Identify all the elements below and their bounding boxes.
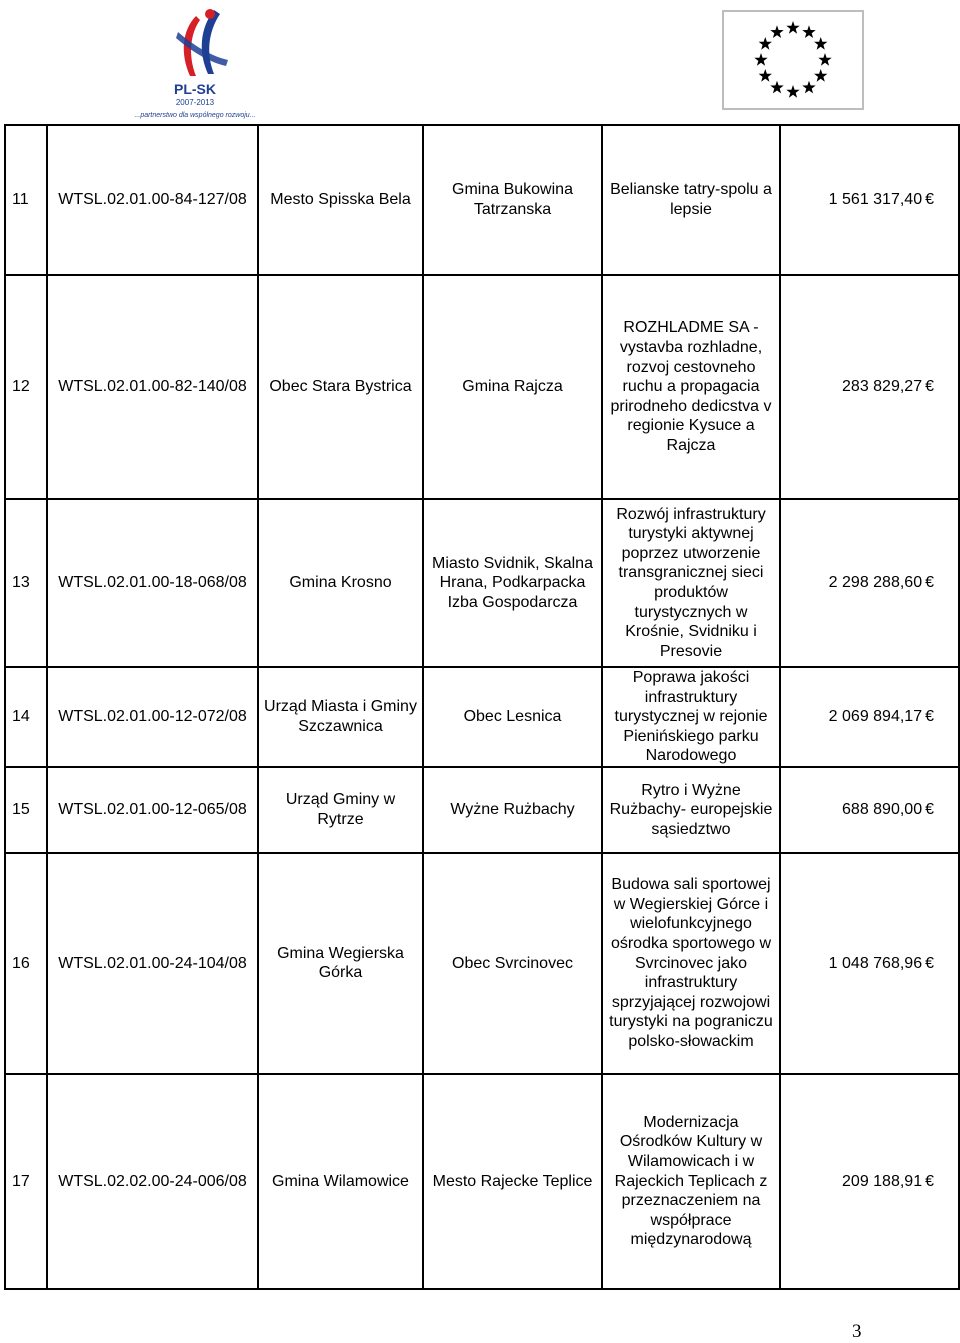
project-code: WTSL.02.02.00-24-006/08 [47,1074,258,1289]
lead-partner: Obec Stara Bystrica [258,275,423,499]
svg-text:...partnerstwo dla wspólnego r: ...partnerstwo dla wspólnego rozwoju... [134,112,256,119]
project-title: Modernizacja Ośrodków Kultury w Wilamowicach i w Rajeckich Teplicach z przeznaczeniem na współprace międzynarodową [602,1074,780,1289]
eu-star-icon [814,69,827,82]
euro-sign: € [925,191,934,209]
eu-star-icon [770,25,783,38]
svg-text:PL-SK: PL-SK [174,81,216,97]
row-number: 11 [5,125,47,275]
euro-sign: € [925,574,934,592]
lead-partner: Mesto Spisska Bela [258,125,423,275]
project-code: WTSL.02.01.00-82-140/08 [47,275,258,499]
euro-sign: € [925,954,934,972]
table-row [5,667,959,767]
row-number: 13 [5,499,47,667]
project-code: WTSL.02.01.00-12-065/08 [47,767,258,853]
table-row [5,275,959,499]
grant-amount [780,1074,959,1289]
eu-star-icon [814,37,827,50]
euro-sign: € [925,801,934,819]
project-code: WTSL.02.01.00-84-127/08 [47,125,258,275]
table-row [5,499,959,667]
project-title: Poprawa jakości infrastruktury turystycznej w rejonie Pienińskiego parku Narodowego [602,667,780,767]
table-row [5,767,959,853]
row-number: 15 [5,767,47,853]
partner: Gmina Bukowina Tatrzanska [423,125,602,275]
lead-partner: Gmina Wegierska Górka [258,853,423,1074]
eu-star-icon [759,69,772,82]
table-row [5,125,959,275]
eu-flag-icon [722,10,864,110]
lead-partner: Urząd Gminy w Rytrze [258,767,423,853]
pl-sk-programme-logo [118,4,273,120]
eu-star-icon [818,53,831,66]
eu-star-icon [786,85,799,98]
project-code: WTSL.02.01.00-24-104/08 [47,853,258,1074]
row-number: 12 [5,275,47,499]
partner: Obec Lesnica [423,667,602,767]
lead-partner: Gmina Wilamowice [258,1074,423,1289]
page-header [0,0,960,125]
partner: Wyżne Rużbachy [423,767,602,853]
eu-star-icon [786,21,799,34]
partner: Miasto Svidnik, Skalna Hrana, Podkarpacka Izba Gospodarcza [423,499,602,667]
lead-partner: Urząd Miasta i Gminy Szczawnica [258,667,423,767]
project-title: Budowa sali sportowej w Wegierskiej Górce i wielofunkcyjnego ośrodka sportowego w Svrcinovec jako infrastruktury sprzyjającej rozwojowi turystyki na pograniczu polsko-słowackim [602,853,780,1074]
grant-amount [780,499,959,667]
amount-value: 1 048 768,96 [828,954,923,972]
project-code: WTSL.02.01.00-12-072/08 [47,667,258,767]
amount-value: 688 890,00 [842,801,923,819]
amount-value: 1 561 317,40 [828,191,923,209]
row-number: 14 [5,667,47,767]
eu-star-icon [802,25,815,38]
projects-table [4,124,960,1290]
row-number: 16 [5,853,47,1074]
euro-sign: € [925,708,934,726]
project-title: Rytro i Wyżne Rużbachy- europejskie sąsiedztwo [602,767,780,853]
grant-amount [780,667,959,767]
partner: Gmina Rajcza [423,275,602,499]
eu-star-icon [802,81,815,94]
eu-star-icon [770,81,783,94]
table-row [5,1074,959,1289]
eu-star-icon [759,37,772,50]
euro-sign: € [925,1172,934,1190]
project-title: Belianske tatry-spolu a lepsie [602,125,780,275]
project-title: Rozwój infrastruktury turystyki aktywnej poprzez utworzenie transgranicznej sieci produktów turystycznych w Krośnie, Svidniku i Presovie [602,499,780,667]
amount-value: 2 298 288,60 [828,574,923,592]
row-number: 17 [5,1074,47,1289]
amount-value: 209 188,91 [842,1172,923,1190]
eu-star-icon [754,53,767,66]
page-number: 3 [852,1321,862,1342]
amount-value: 283 829,27 [842,378,923,396]
grant-amount [780,767,959,853]
project-code: WTSL.02.01.00-18-068/08 [47,499,258,667]
svg-text:2007-2013: 2007-2013 [175,98,215,107]
table-row [5,853,959,1074]
grant-amount [780,275,959,499]
lead-partner: Gmina Krosno [258,499,423,667]
euro-sign: € [925,378,934,396]
amount-value: 2 069 894,17 [828,708,923,726]
grant-amount [780,125,959,275]
partner: Obec Svrcinovec [423,853,602,1074]
partner: Mesto Rajecke Teplice [423,1074,602,1289]
project-title: ROZHLADME SA - vystavba rozhladne, rozvoj cestovneho ruchu a propagacia prirodneho dedicstva v regionie Kysuce a Rajcza [602,275,780,499]
grant-amount [780,853,959,1074]
